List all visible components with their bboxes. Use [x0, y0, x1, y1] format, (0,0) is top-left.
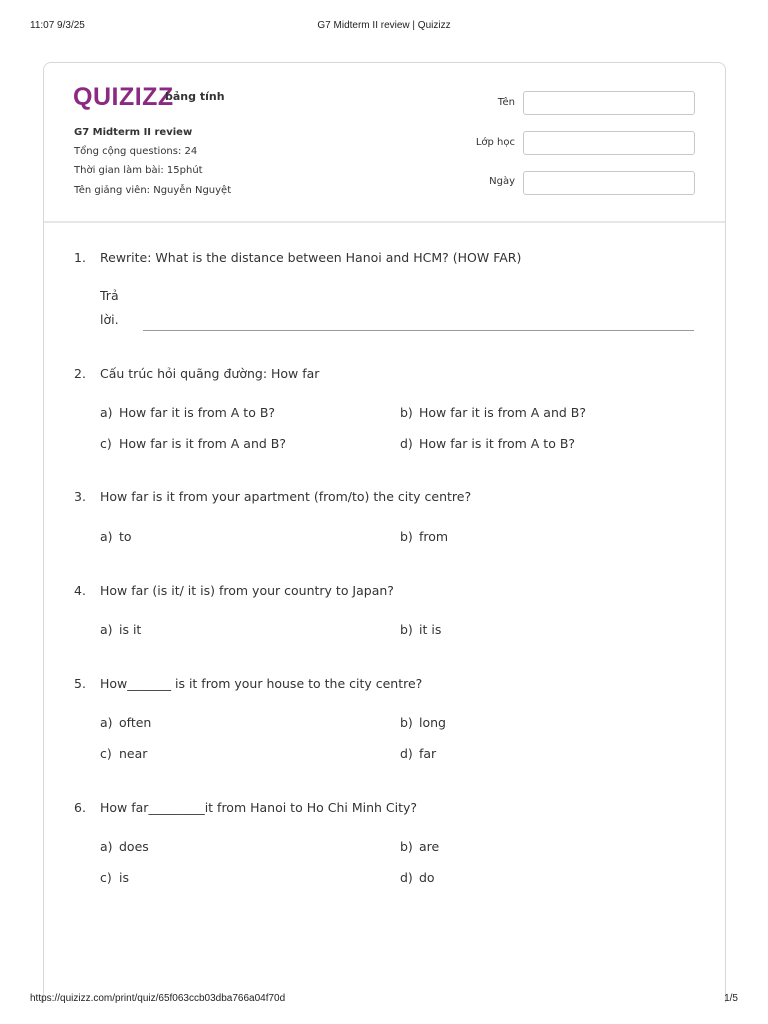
answer-option: a) to [100, 529, 132, 544]
date-field-label: Ngày [489, 176, 515, 187]
answer-option: c) near [100, 746, 148, 761]
answer-option: d) How far is it from A to B? [400, 436, 576, 451]
answer-option: a) often [100, 715, 152, 730]
answer-option: b) long [400, 715, 446, 730]
question-number: 4. [74, 583, 86, 598]
question-number: 1. [74, 250, 86, 265]
print-header [0, 20, 768, 34]
answer-line[interactable] [143, 330, 694, 331]
time-limit: Thời gian làm bài: 15phút [74, 165, 203, 176]
print-doc-title: G7 Midterm II review | Quizizz [317, 20, 451, 31]
answer-option: b) are [400, 839, 440, 854]
page-number: 1/5 [724, 993, 738, 1004]
answer-option: b) from [400, 529, 449, 544]
class-field-label: Lớp học [475, 137, 515, 148]
print-datetime: 11:07 9/3/25 [30, 20, 85, 31]
print-footer [0, 993, 768, 1007]
class-field[interactable] [523, 131, 695, 155]
quizizz-logo: QUIZIZZ [73, 83, 174, 111]
question-number: 6. [74, 800, 86, 815]
question-text: How far is it from your apartment (from/to) the city centre? [100, 489, 472, 504]
question-number: 5. [74, 676, 86, 691]
answer-option: c) How far is it from A and B? [100, 436, 287, 451]
answer-option: b) it is [400, 622, 442, 637]
worksheet-title: G7 Midterm II review [74, 127, 193, 138]
answer-option: a) does [100, 839, 149, 854]
question-text: How far (is it/ it is) from your country to Japan? [100, 583, 394, 598]
logo-subtitle: bảng tính [165, 90, 225, 103]
date-field[interactable] [523, 171, 695, 195]
answer-label: Trả lời. [100, 288, 119, 327]
question-text: Cấu trúc hỏi quãng đường: How far [100, 366, 320, 381]
question-text: Rewrite: What is the distance between Hanoi and HCM? (HOW FAR) [100, 250, 522, 265]
total-questions: Tổng cộng questions: 24 [74, 146, 198, 157]
answer-option: a) is it [100, 622, 142, 637]
teacher-name: Tên giảng viên: Nguyễn Nguyệt [74, 185, 232, 196]
question-number: 3. [74, 489, 86, 504]
answer-option: a) How far it is from A to B? [100, 405, 276, 420]
question-text: How far_________it from Hanoi to Ho Chi Minh City? [100, 800, 418, 815]
answer-option: d) far [400, 746, 437, 761]
question-text: How_______ is it from your house to the city centre? [100, 676, 423, 691]
name-field-label: Tên [497, 97, 515, 108]
answer-option: c) is [100, 870, 129, 885]
answer-option: b) How far it is from A and B? [400, 405, 587, 420]
worksheet-sheet [43, 62, 726, 1003]
name-field[interactable] [523, 91, 695, 115]
print-url: https://quizizz.com/print/quiz/65f063ccb03dba766a04f70d [30, 993, 286, 1004]
worksheet-header [44, 63, 725, 223]
answer-option: d) do [400, 870, 435, 885]
question-number: 2. [74, 366, 86, 381]
